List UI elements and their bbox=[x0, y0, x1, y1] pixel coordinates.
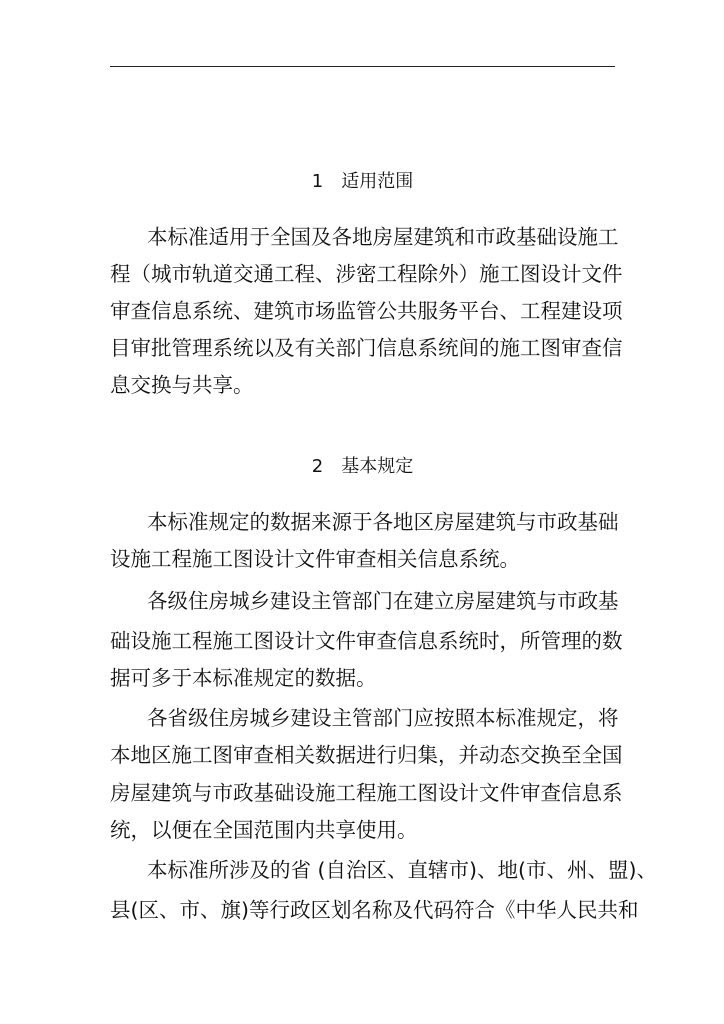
paragraph-line: 息交换与共享。 bbox=[110, 373, 254, 397]
paragraph-line: 审查信息系统、建筑市场监管公共服务平台、工程建设项 bbox=[110, 299, 623, 323]
header-rule bbox=[110, 66, 615, 67]
paragraph-line: 本标准所涉及的省 (自治区、直辖市)、地(市、州、盟)、 bbox=[147, 858, 658, 882]
paragraph-line: 目审批管理系统以及有关部门信息系统间的施工图审查信 bbox=[110, 336, 623, 360]
paragraph-line: 县(区、市、旗)等行政区划名称及代码符合《中华人民共和 bbox=[110, 898, 639, 922]
paragraph-line: 程（城市轨道交通工程、涉密工程除外）施工图设计文件 bbox=[110, 262, 623, 286]
paragraph-line: 本标准适用于全国及各地房屋建筑和市政基础设施工 bbox=[147, 225, 619, 249]
paragraph-line: 统，以便在全国范围内共享使用。 bbox=[110, 818, 418, 842]
paragraph-line: 设施工程施工图设计文件审查相关信息系统。 bbox=[110, 547, 520, 571]
paragraph-line: 各级住房城乡建设主管部门在建立房屋建筑与市政基 bbox=[147, 589, 619, 613]
paragraph-line: 本地区施工图审查相关数据进行归集，并动态交换至全国 bbox=[110, 743, 623, 767]
section-heading-basic-provisions: 2 基本规定 bbox=[311, 456, 414, 477]
section-heading-scope: 1 适用范围 bbox=[311, 171, 414, 192]
paragraph-line: 本标准规定的数据来源于各地区房屋建筑与市政基础 bbox=[147, 510, 619, 534]
paragraph-line: 据可多于本标准规定的数据。 bbox=[110, 666, 377, 690]
paragraph-line: 房屋建筑与市政基础设施工程施工图设计文件审查信息系 bbox=[110, 781, 623, 805]
paragraph-line: 各省级住房城乡建设主管部门应按照本标准规定，将 bbox=[147, 706, 619, 730]
paragraph-line: 础设施工程施工图设计文件审查信息系统时，所管理的数 bbox=[110, 629, 623, 653]
